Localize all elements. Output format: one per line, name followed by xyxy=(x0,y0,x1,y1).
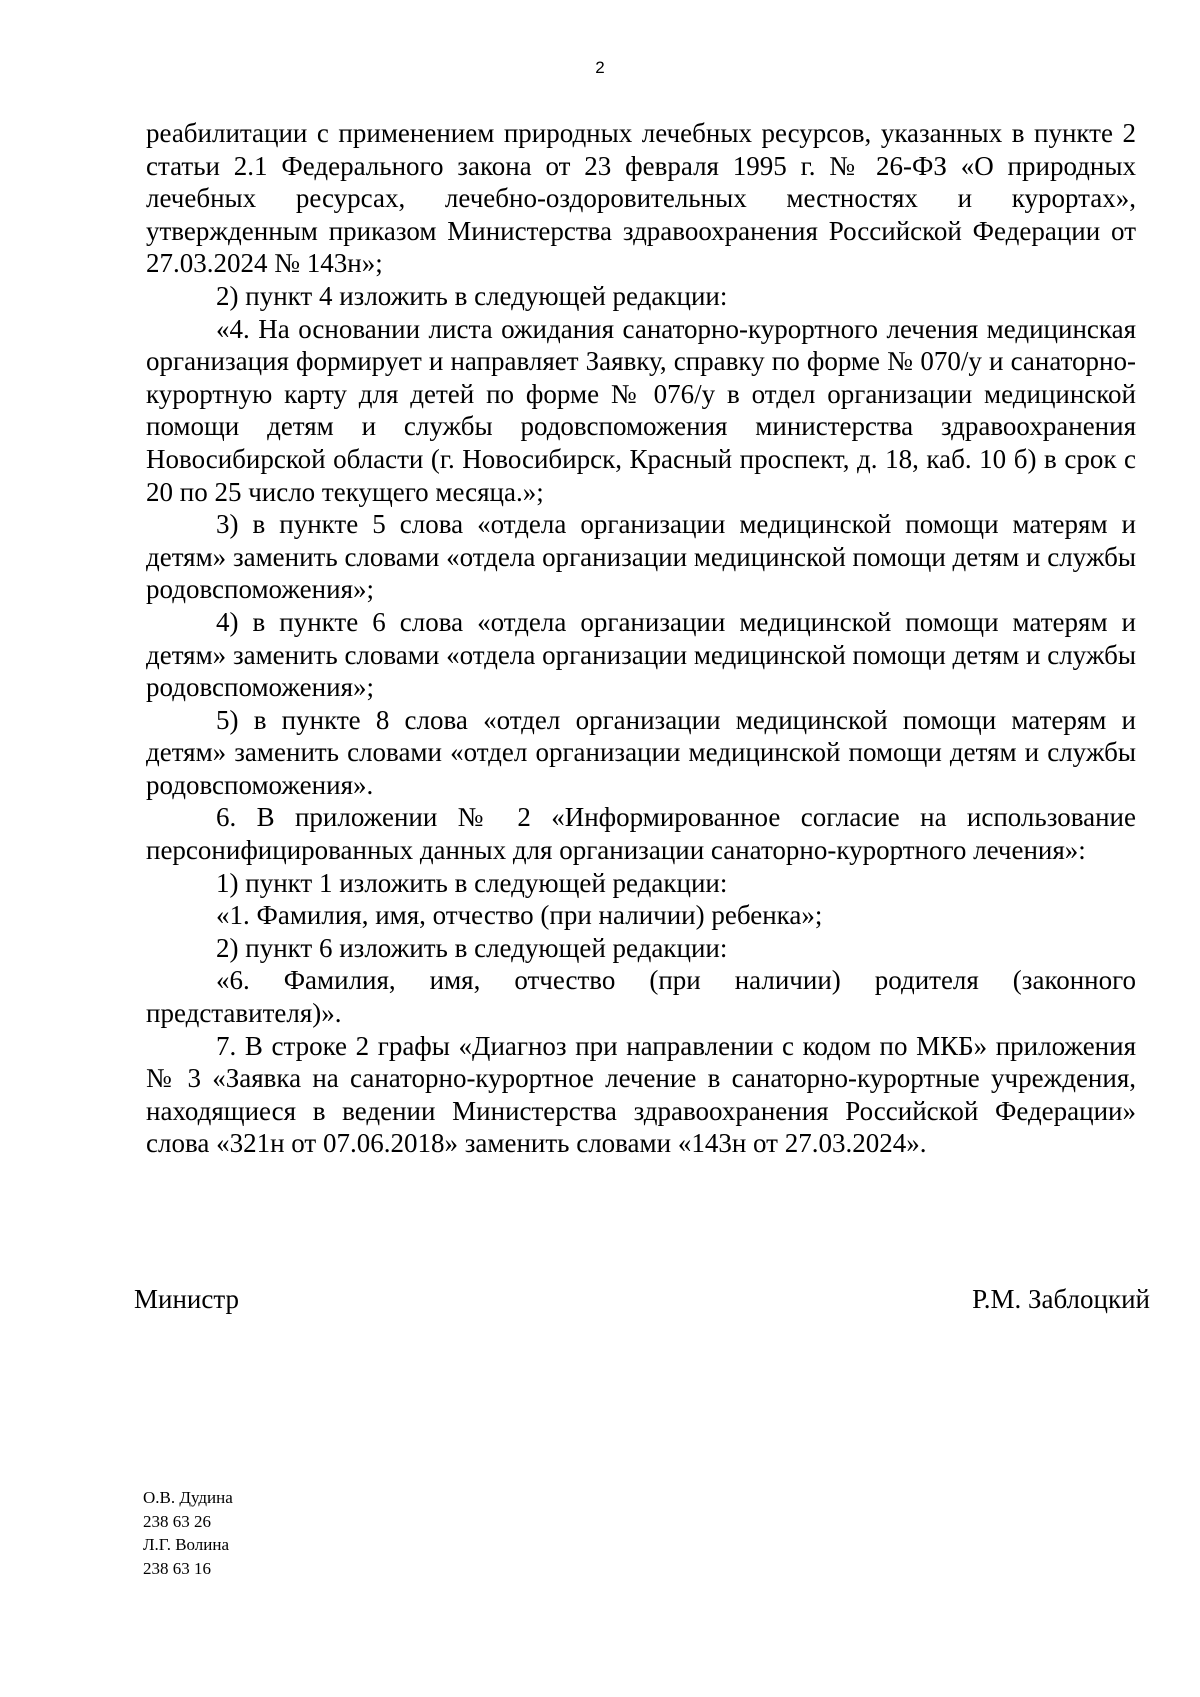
document-body xyxy=(146,117,1136,1160)
paragraph-section-6-item-1-quote: «1. Фамилия, имя, отчество (при наличии) ребенка»; xyxy=(216,900,823,931)
contacts-block xyxy=(143,1486,233,1580)
contact-name-1: О.В. Дудина xyxy=(143,1488,233,1507)
paragraph-section-6: 6. В приложении № 2 «Информированное согласие на использование персонифицированных данных для организации санаторно-курортного лечения»: xyxy=(146,802,1136,866)
paragraph-section-6-item-2: 2) пункт 6 изложить в следующей редакции: xyxy=(216,932,728,963)
paragraph-item-5: 5) в пункте 8 слова «отдел организации медицинской помощи матерям и детям» заменить словами «отдел организации медицинской помощи детям и службы родовспоможения». xyxy=(146,704,1136,800)
paragraph-item-2: 2) пункт 4 изложить в следующей редакции: xyxy=(216,280,728,311)
contact-phone-2: 238 63 16 xyxy=(143,1558,211,1578)
paragraph-section-7: 7. В строке 2 графы «Диагноз при направлении с кодом по МКБ» приложения № 3 «Заявка на санаторно-курортное лечение в санаторно-курортные учреждения, находящиеся в ведении Министерства здравоохранения Российской Федерации» слова «321н от 07.06.2018» заменить словами «143н от 27.03.2024». xyxy=(146,1030,1136,1159)
paragraph-item-3: 3) в пункте 5 слова «отдела организации медицинской помощи матерям и детям» заменить словами «отдела организации медицинской помощи детям и службы родовспоможения»; xyxy=(146,509,1136,605)
paragraph-continuation: реабилитации с применением природных лечебных ресурсов, указанных в пункте 2 статьи 2.1 Федерального закона от 23 февраля 1995 г. № 26-ФЗ «О природных лечебных ресурсах, лечебно-оздоровительных местностях и курортах», утвержденным приказом Министерства здравоохранения Российской Федерации от 27.03.2024 № 143н»; xyxy=(146,118,1136,279)
paragraph-section-6-item-1: 1) пункт 1 изложить в следующей редакции: xyxy=(216,867,728,898)
contact-phone-1: 238 63 26 xyxy=(143,1511,211,1531)
contact-name-2: Л.Г. Волина xyxy=(143,1535,230,1554)
paragraph-item-4: 4) в пункте 6 слова «отдела организации медицинской помощи матерям и детям» заменить словами «отдела организации медицинской помощи детям и службы родовспоможения»; xyxy=(146,606,1136,703)
signature-title: Министр xyxy=(134,1284,239,1314)
paragraph-section-6-item-2-quote: «6. Фамилия, имя, отчество (при наличии) родителя (законного представителя)». xyxy=(146,965,1136,1029)
paragraph-item-4-quote: «4. На основании листа ожидания санаторно-курортного лечения медицинская организация формирует и направляет Заявку, справку по форме № 070/у и санаторно-курортную карту для детей по форме № 076/у в отдел организации медицинской помощи детям и службы родовспоможения министерства здравоохранения Новосибирской области (г. Новосибирск, Красный проспект, д. 18, каб. 10 б) в срок с 20 по 25 число текущего месяца.»; xyxy=(146,313,1136,507)
signature-name: Р.М. Заблоцкий xyxy=(972,1284,1150,1314)
page-number: 2 xyxy=(595,58,605,77)
